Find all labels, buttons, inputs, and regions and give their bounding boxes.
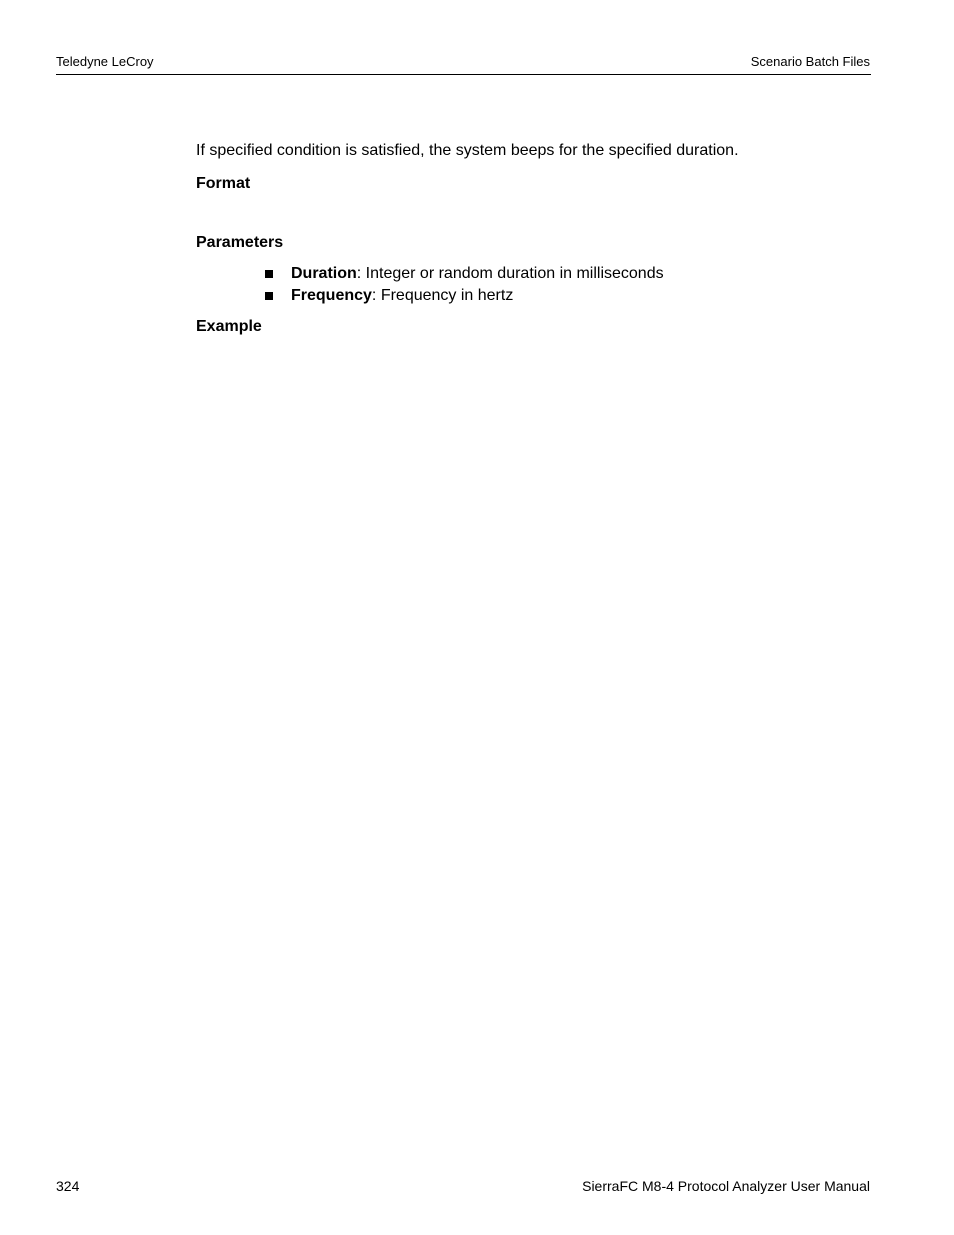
parameter-term: Frequency [291, 287, 372, 304]
manual-title: SierraFC M8-4 Protocol Analyzer User Manual [582, 1178, 870, 1194]
parameter-description: : Frequency in hertz [371, 287, 514, 304]
parameters-heading: Parameters [196, 234, 284, 251]
header-section-title: Scenario Batch Files [750, 54, 870, 69]
header-divider [56, 74, 871, 75]
format-heading: Format [196, 175, 251, 192]
square-bullet-icon [265, 292, 273, 300]
list-item [265, 263, 816, 285]
main-content [196, 140, 816, 338]
parameters-list [196, 263, 816, 307]
header-company: Teledyne LeCroy [56, 54, 154, 69]
example-heading: Example [196, 318, 262, 335]
page-number: 324 [56, 1178, 80, 1194]
parameter-term: Duration [291, 265, 357, 282]
parameter-description: : Integer or random duration in milliseconds [356, 265, 664, 282]
list-item [265, 285, 816, 307]
intro-paragraph: If specified condition is satisfied, the system beeps for the specified duration. [196, 142, 739, 159]
square-bullet-icon [265, 270, 273, 278]
